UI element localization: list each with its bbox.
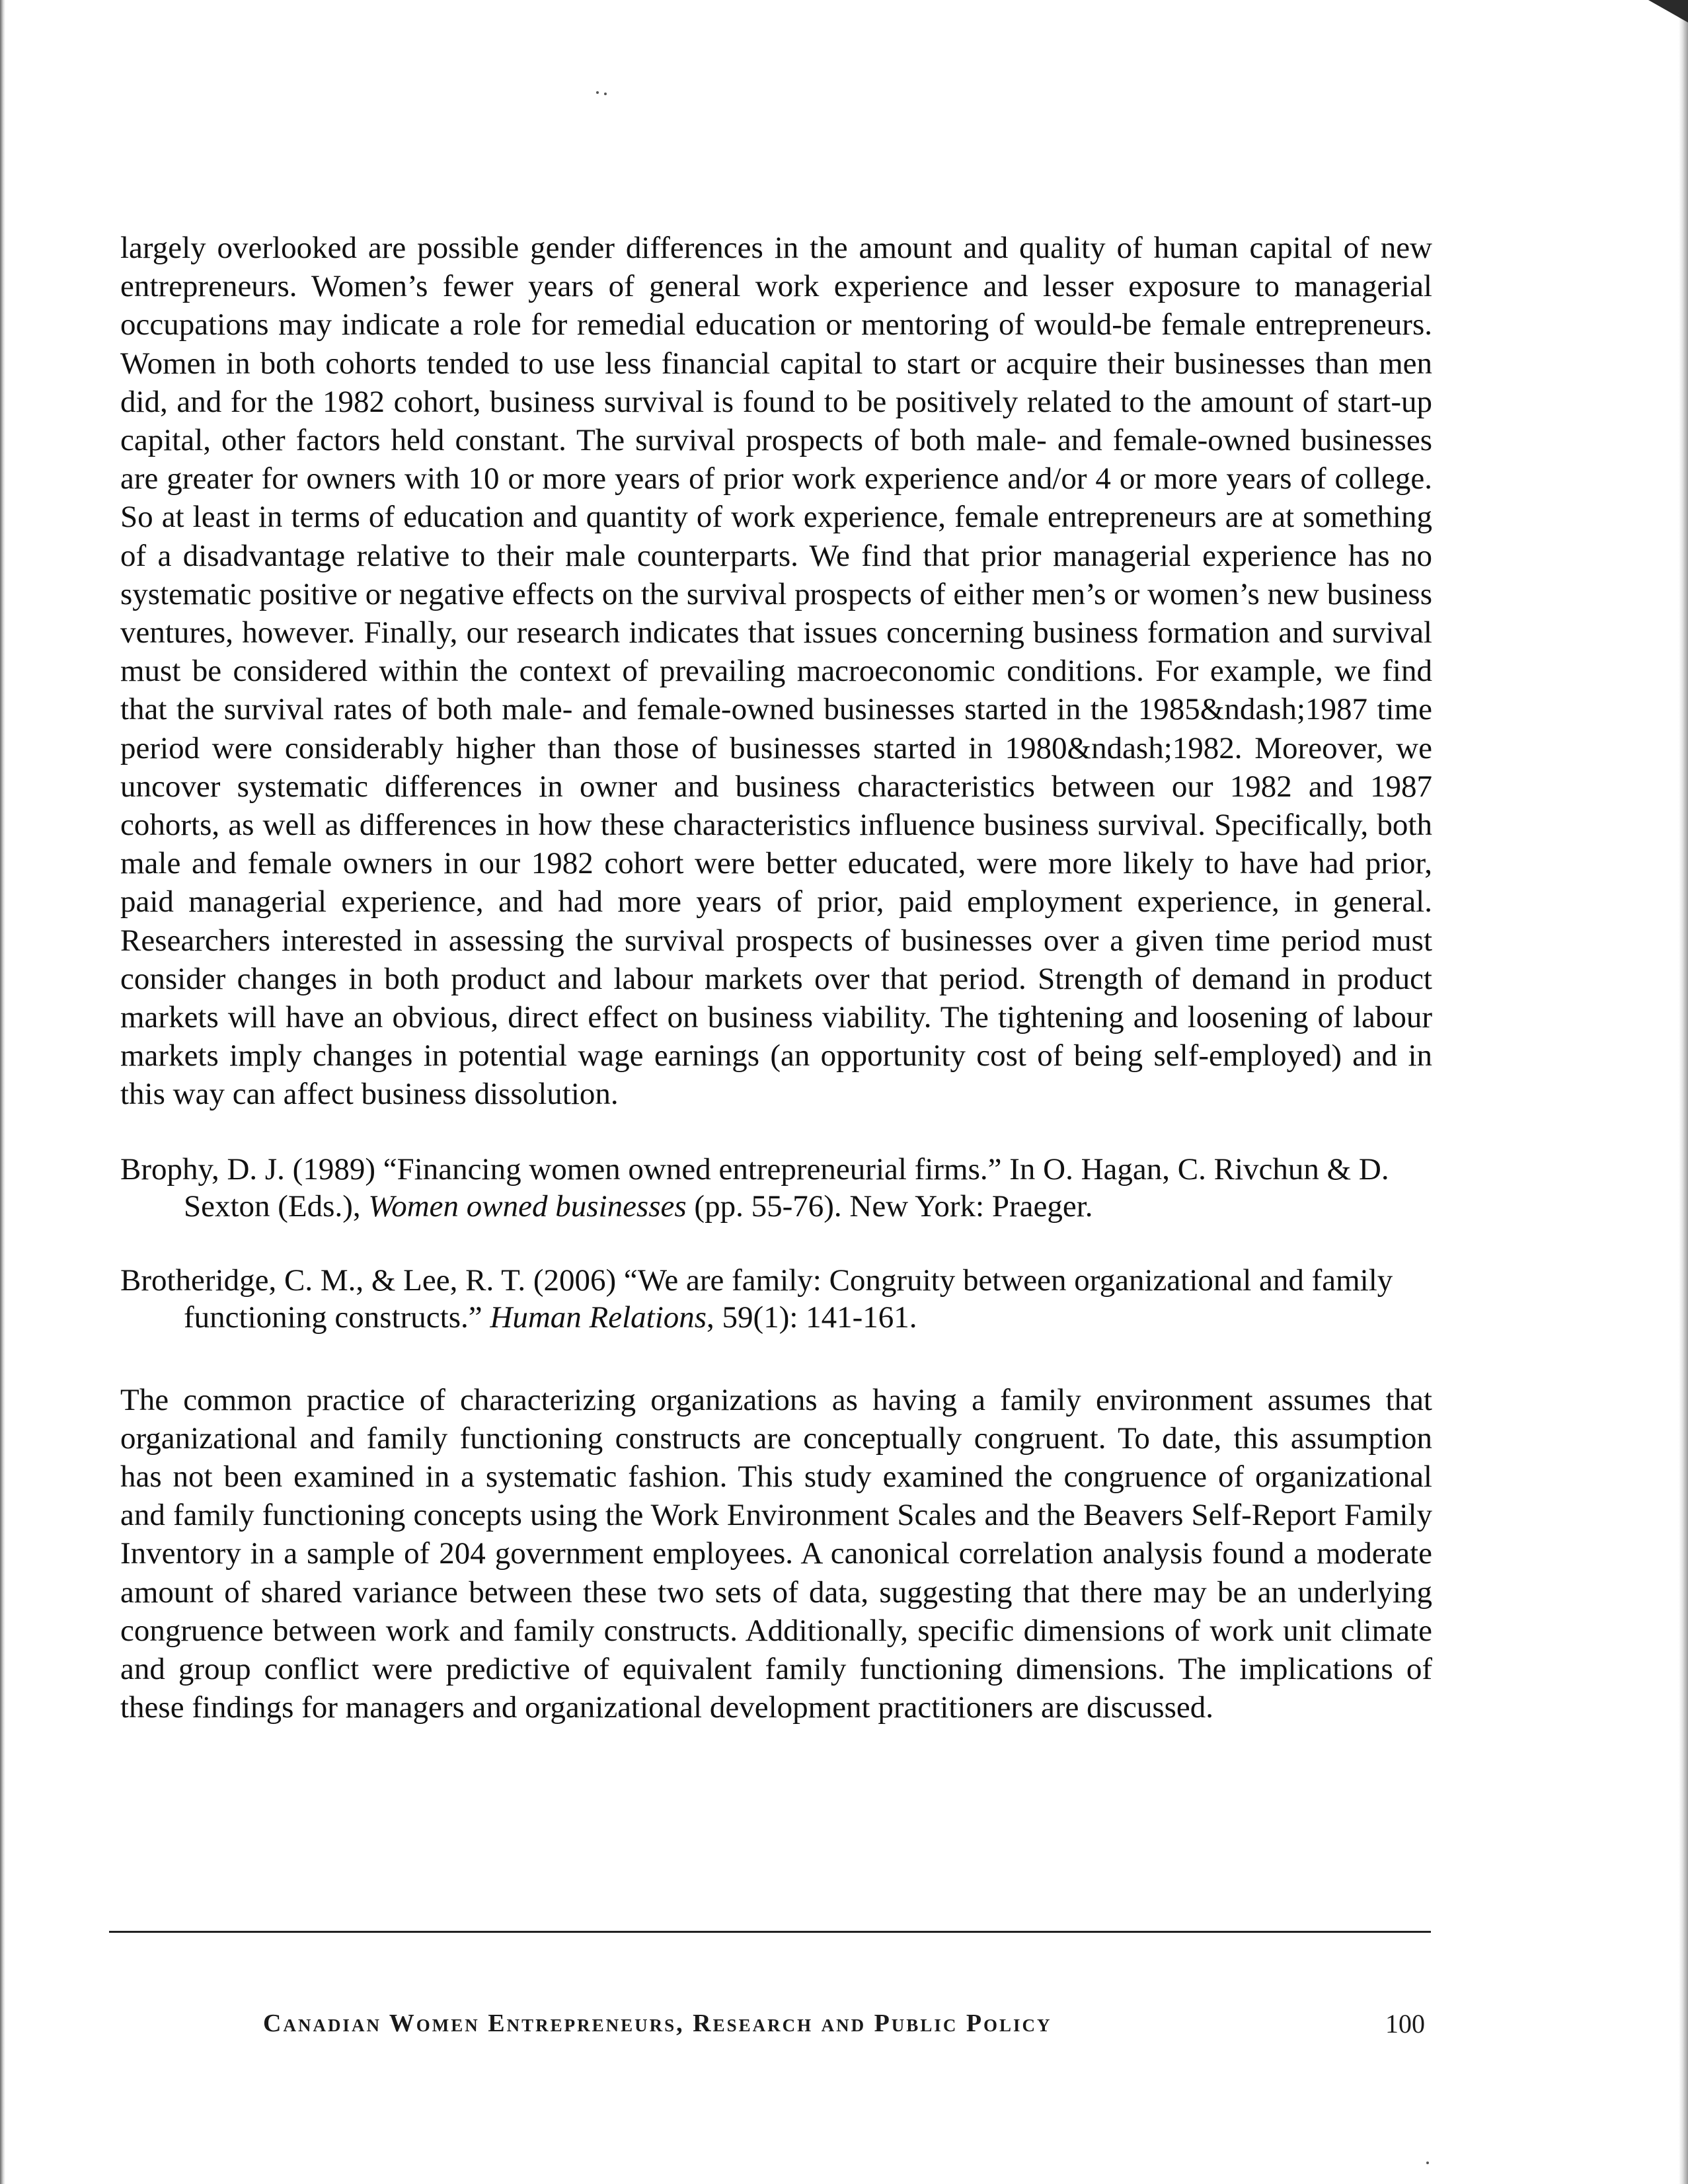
scan-corner-shadow bbox=[1648, 0, 1688, 22]
page-content bbox=[120, 229, 1432, 1727]
reference-text: (pp. 55-76). New York: Praeger. bbox=[686, 1189, 1093, 1224]
scan-edge-left bbox=[0, 0, 5, 2184]
reference-book-title: Women owned businesses bbox=[368, 1189, 687, 1224]
reference-text: Brophy, D. J. (1989) “Financing women owned entrepreneurial firms.” In O. Hagan, C. Rivchun & D. Sexton (Eds.), bbox=[120, 1151, 1389, 1224]
running-footer-title: Canadian Women Entrepreneurs, Research and Public Policy bbox=[263, 2009, 1052, 2037]
footer-divider bbox=[109, 1931, 1431, 1933]
scan-speck bbox=[1426, 2162, 1429, 2164]
scan-edge-right bbox=[1679, 0, 1688, 2184]
scan-speck bbox=[596, 91, 599, 94]
scan-speck bbox=[604, 93, 607, 95]
abstract-paragraph: The common practice of characterizing organizations as having a family environment assumes that organizational and family functioning constructs are conceptually congruent. To date, this assumption has not been examined in a systematic fashion. This study examined the congruence of organizational and family functioning concepts using the Work Environment Scales and the Beavers Self-Report Family Inventory in a sample of 204 government employees. A canonical correlation analysis found a moderate amount of shared variance between these two sets of data, suggesting that there may be an underlying congruence between work and family constructs. Additionally, specific dimensions of work unit climate and group conflict were predictive of equivalent family functioning dimensions. The implications of these findings for managers and organizational development practitioners are discussed. bbox=[120, 1382, 1432, 1725]
reference-text: Brotheridge, C. M., & Lee, R. T. (2006) “We are family: Congruity between organizational and family functioning constructs.” bbox=[120, 1263, 1393, 1335]
body-paragraph: largely overlooked are possible gender differences in the amount and quality of human capital of new entrepreneurs. Women’s fewer years of general work experience and lesser exposure to managerial occupations may indicate a role for remedial education or mentoring of would-be female entrepreneurs. Women in both cohorts tended to use less financial capital to start or acquire their businesses than men did, and for the 1982 cohort, business survival is found to be positively related to the amount of start-up capital, other factors held constant. The survival prospects of both male- and female-owned businesses are greater for owners with 10 or more years of prior work experience and/or 4 or more years of college. So at least in terms of education and quantity of work experience, female entrepreneurs are at something of a disadvantage relative to their male counterparts. We find that prior managerial experience has no systematic positive or negative effects on the survival prospects of either men’s or women’s new business ventures, however. Finally, our research indicates that issues concerning business formation and survival must be considered within the context of prevailing macroeconomic conditions. For example, we find that the survival rates of both male- and female-owned businesses started in the 1985&ndash;1987 time period were considerably higher than those of businesses started in 1980&ndash;1982. Moreover, we uncover systematic differences in owner and business characteristics between our 1982 and 1987 cohorts, as well as differences in how these characteristics influence business survival. Specifically, both male and female owners in our 1982 cohort were better educated, were more likely to have had prior, paid managerial experience, and had more years of prior, paid employment experience, in general. Researchers interested in assessing the survival prospects of businesses over a given time period must consider changes in both product and labour markets over that period. Strength of demand in product markets will have an obvious, direct effect on business viability. The tightening and loosening of labour markets imply changes in potential wage earnings (an opportunity cost of being self-employed) and in this way can affect business dissolution. bbox=[120, 231, 1432, 1112]
reference-entry bbox=[120, 1262, 1432, 1336]
page-number: 100 bbox=[1385, 2009, 1425, 2039]
reference-journal-title: Human Relations bbox=[490, 1300, 707, 1335]
reference-text: , 59(1): 141-161. bbox=[707, 1300, 917, 1335]
reference-entry bbox=[120, 1151, 1432, 1225]
